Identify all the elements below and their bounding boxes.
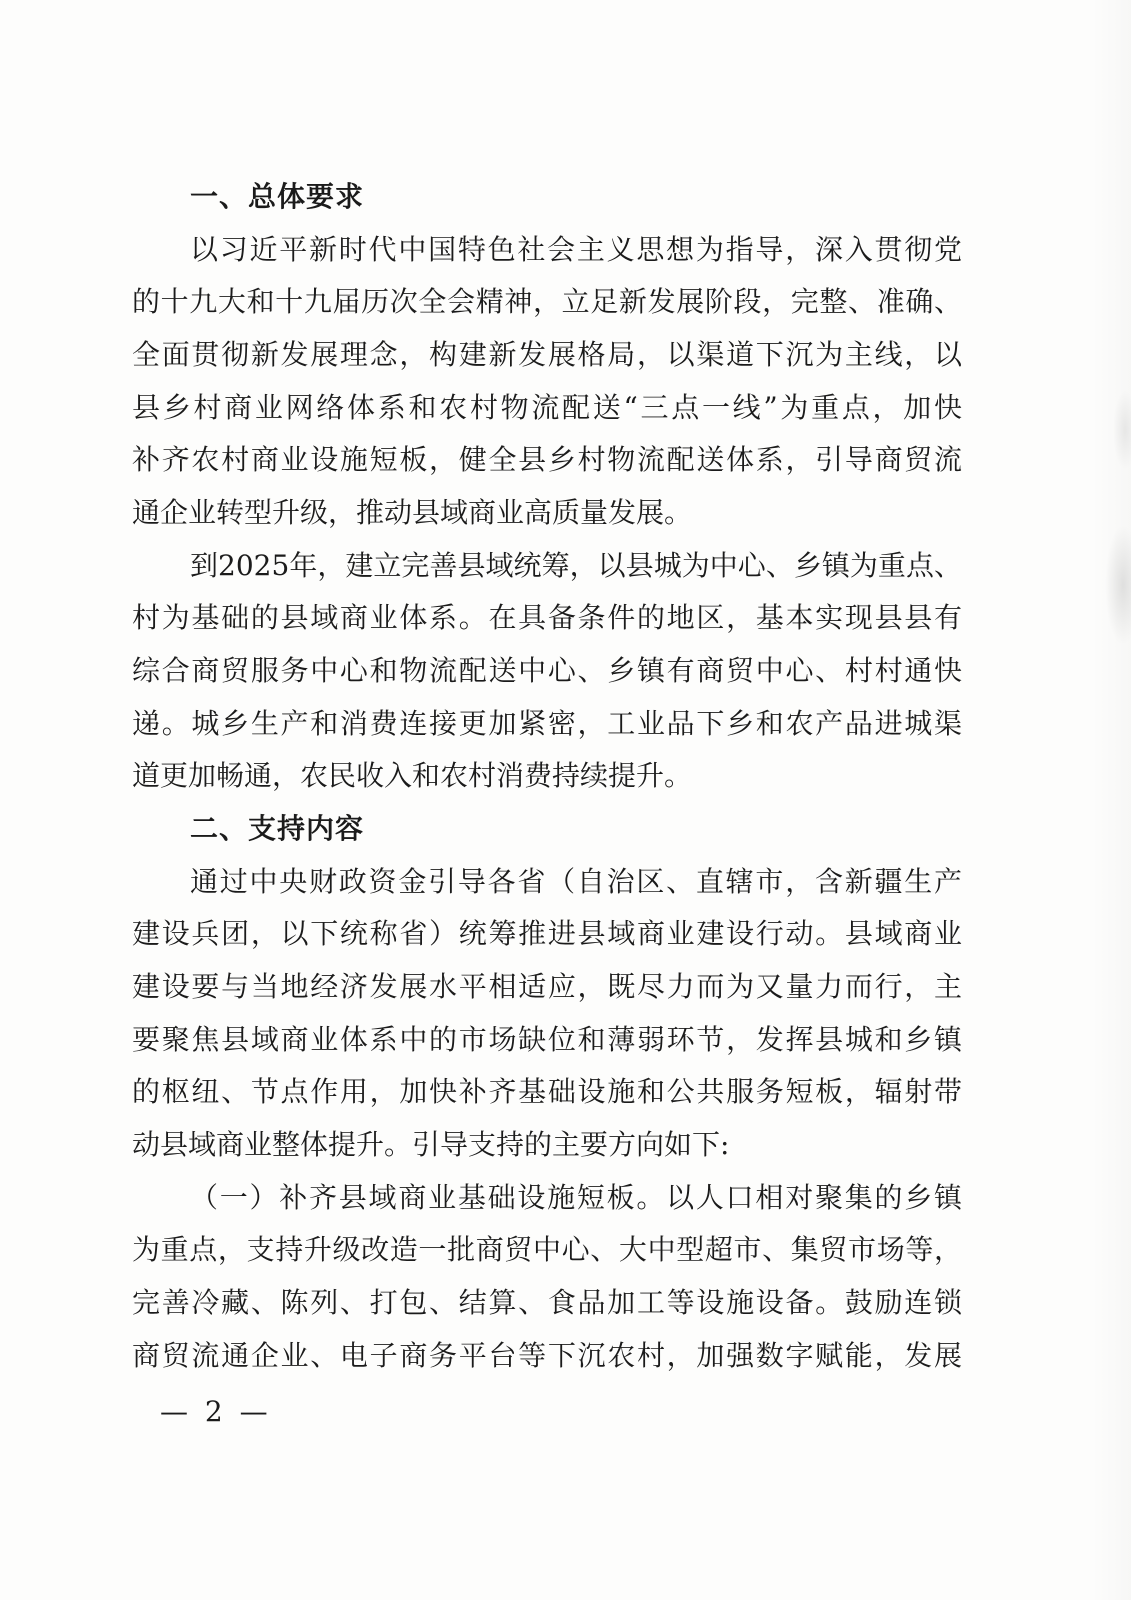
paragraph-central-funding — [132, 856, 962, 1172]
text-line: 完善冷藏、陈列、打包、结算、食品加工等设施设备。鼓励连锁 — [132, 1286, 962, 1320]
document-body — [132, 171, 962, 1382]
text-line: 动县域商业整体提升。引导支持的主要方向如下: — [132, 1128, 730, 1162]
text-line: 以习近平新时代中国特色社会主义思想为指导，深入贯彻党 — [190, 232, 962, 266]
section-heading-support-content: 二、支持内容 — [190, 813, 365, 845]
text-line: 补齐农村商业设施短板，健全县乡村物流配送体系，引导商贸流 — [132, 443, 962, 477]
text-line: 全面贯彻新发展理念，构建新发展格局，以渠道下沉为主线，以 — [132, 338, 962, 372]
text-line: 建设兵团，以下统称省）统筹推进县域商业建设行动。县域商业 — [132, 917, 962, 951]
text-line: 通过中央财政资金引导各省（自治区、直辖市，含新疆生产 — [190, 864, 962, 898]
scan-edge-shadow — [1091, 0, 1131, 1600]
text-line: 村为基础的县域商业体系。在具备条件的地区，基本实现县县有 — [132, 601, 962, 635]
text-line: 商贸流通企业、电子商务平台等下沉农村，加强数字赋能，发展 — [132, 1338, 962, 1372]
text-line: 县乡村商业网络体系和农村物流配送“三点一线”为重点，加快 — [132, 390, 962, 424]
paragraph-infrastructure-shortfalls — [132, 1172, 962, 1383]
text-line: 的枢纽、节点作用，加快补齐基础设施和公共服务短板，辐射带 — [132, 1075, 962, 1109]
text-line: 为重点，支持升级改造一批商贸中心、大中型超市、集贸市场等， — [132, 1233, 962, 1267]
text-line: 递。城乡生产和消费连接更加紧密，工业品下乡和农产品进城渠 — [132, 706, 962, 740]
text-line: 综合商贸服务中心和物流配送中心、乡镇有商贸中心、村村通快 — [132, 654, 962, 688]
page-number: — 2 — — [160, 1395, 272, 1428]
text-line: （一）补齐县域商业基础设施短板。以人口相对聚集的乡镇 — [190, 1180, 962, 1214]
section-heading-general-requirements: 一、总体要求 — [190, 181, 365, 212]
text-line: 要聚焦县域商业体系中的市场缺位和薄弱环节，发挥县城和乡镇 — [132, 1022, 962, 1056]
paragraph-guiding-ideology — [132, 224, 962, 540]
text-line: 道更加畅通，农民收入和农村消费持续提升。 — [132, 759, 693, 793]
text-line: 到2025年，建立完善县域统筹，以县城为中心、乡镇为重点、 — [190, 548, 962, 582]
text-line: 的十九大和十九届历次全会精神，立足新发展阶段，完整、准确、 — [132, 285, 962, 319]
text-line: 通企业转型升级，推动县域商业高质量发展。 — [132, 496, 693, 530]
text-line: 建设要与当地经济发展水平相适应，既尽力而为又量力而行，主 — [132, 970, 962, 1004]
paragraph-2025-goals — [132, 540, 962, 803]
